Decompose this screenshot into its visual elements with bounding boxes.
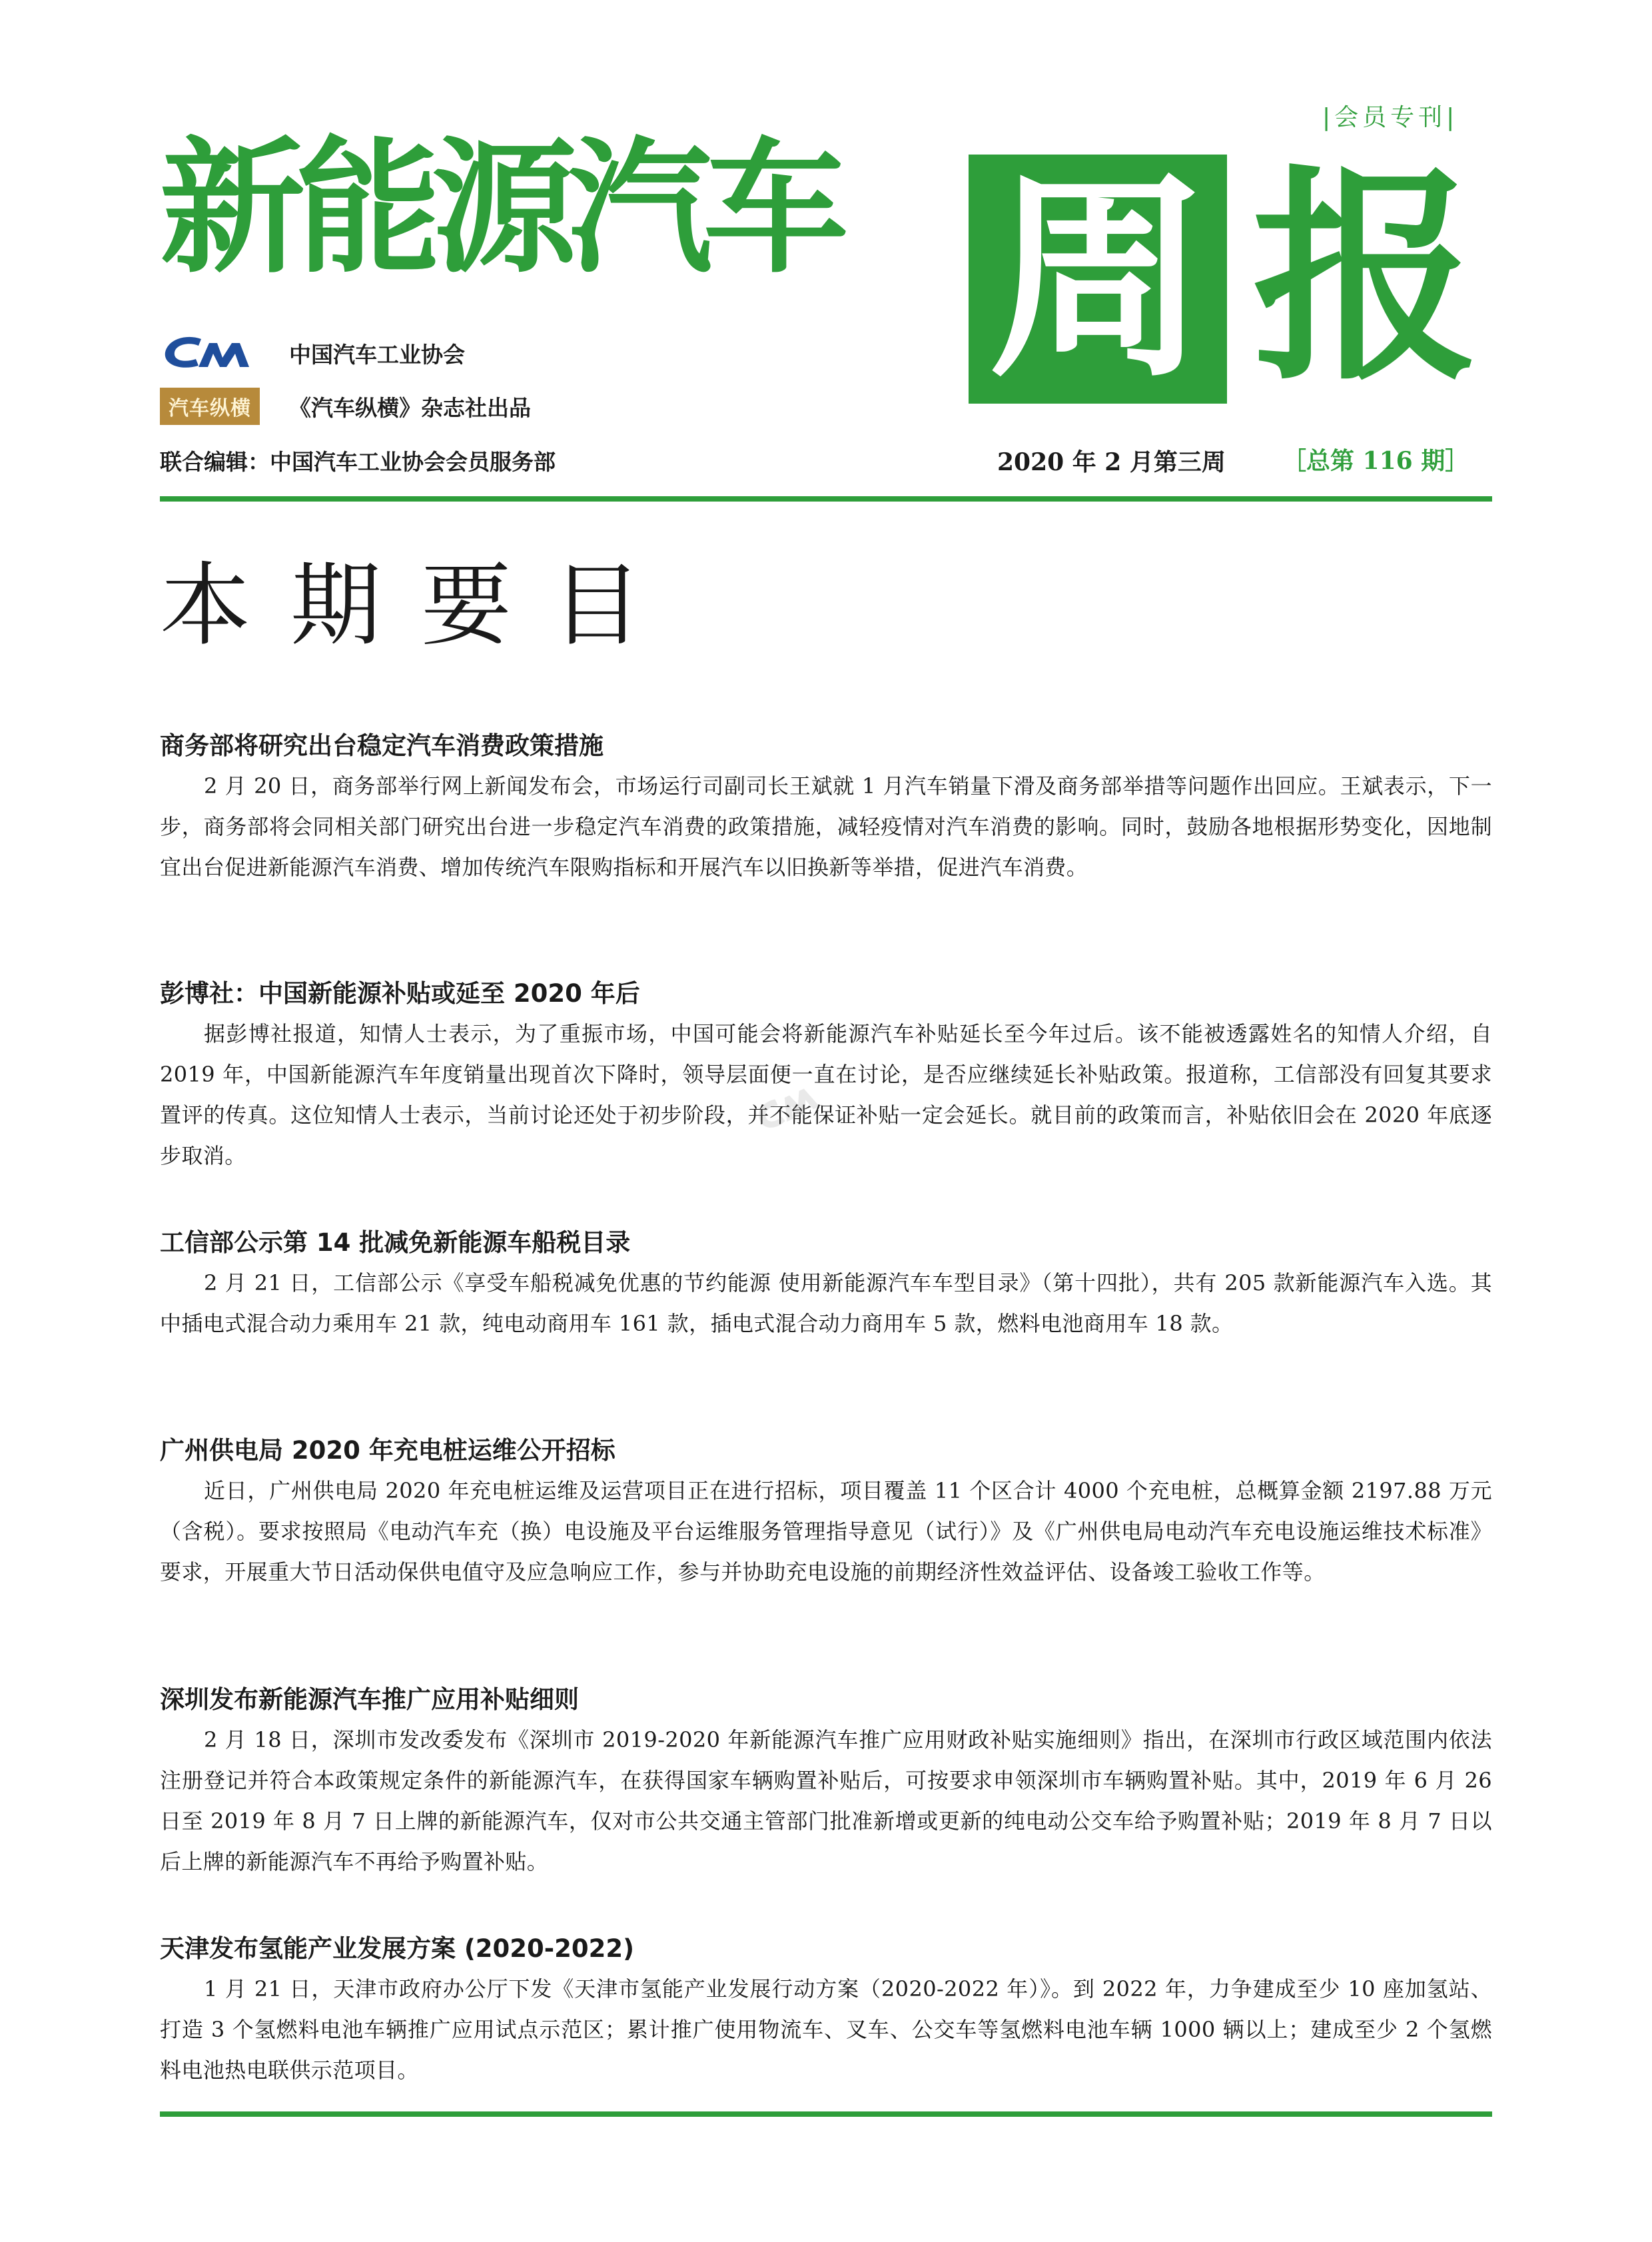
article-body: 据彭博社报道，知情人士表示，为了重振市场，中国可能会将新能源汽车补贴延长至今年过后。该不能被透露姓名的知情人介绍，自 2019 年，中国新能源汽车年度销量出现首次下降时，领导层面便一直在讨论，是否应继续延长补贴政策。报道称，工信部没有回复其要求置评的传真。这位知情人士表示，当前讨论还处于初步阶段，并不能保证补贴一定会延长。就目前的政策而言，补贴依旧会在 2020 年底逐步取消。 — [160, 1021, 1492, 1168]
publisher-auto-review: 《汽车纵横》杂志社出品 — [289, 394, 531, 421]
article-3 — [160, 1223, 1492, 1344]
article-title: 工信部公示第 14 批减免新能源车船税目录 — [160, 1228, 631, 1257]
article-5 — [160, 1680, 1492, 1882]
article-body: 近日，广州供电局 2020 年充电桩运维及运营项目正在进行招标，项目覆盖 11 个区合计 4000 个充电桩，总概算金额 2197.88 万元（含税）。要求按照局《电动汽车充（换）电设施及平台运维服务管理指导意见（试行）》及《广州供电局电动汽车充电设施运维技术标准》要求，开展重大节日活动保供电值守及应急响应工作，参与并协助充电设施的前期经济性效益评估、设备竣工验收工作等。 — [160, 1478, 1492, 1585]
article-body: 2 月 20 日，商务部举行网上新闻发布会，市场运行司副司长王斌就 1 月汽车销量下滑及商务部举措等问题作出回应。王斌表示，下一步，商务部将会同相关部门研究出台进一步稳定汽车消费的政策措施，减轻疫情对汽车消费的影响。同时，鼓励各地根据形势变化，因地制宜出台促进新能源汽车消费、增加传统汽车限购指标和开展汽车以旧换新等举措，促进汽车消费。 — [160, 773, 1492, 880]
member-edition-tag: |会员专刊| — [1322, 104, 1459, 131]
article-body: 2 月 21 日，工信部公示《享受车船税减免优惠的节约能源 使用新能源汽车车型目录》（第十四批），共有 205 款新能源汽车入选。其中插电式混合动力乘用车 21 款，纯电动商用车 161 款，插电式混合动力商用车 5 款，燃料电池商用车 18 款。 — [160, 1270, 1492, 1336]
article-title: 商务部将研究出台稳定汽车消费政策措施 — [160, 731, 604, 760]
footer-divider — [160, 2111, 1492, 2117]
article-title: 深圳发布新能源汽车推广应用补贴细则 — [160, 1685, 579, 1714]
publisher-caam: 中国汽车工业协会 — [289, 341, 465, 368]
caam-logo-icon — [160, 330, 260, 376]
issue-date: 2020 年 2 月第三周 — [997, 448, 1226, 476]
auto-review-logo: 汽车纵横 — [160, 388, 260, 425]
weekly-title-char-zhou: 周 — [989, 151, 1208, 407]
article-body: 2 月 18 日，深圳市发改委发布《深圳市 2019-2020 年新能源汽车推广应用财政补贴实施细则》指出，在深圳市行政区域范围内依法注册登记并符合本政策规定条件的新能源汽车，在获得国家车辆购置补贴后，可按要求申领深圳市车辆购置补贴。其中，2019 年 6 月 26 日至 2019 年 8 月 7 日上牌的新能源汽车，仅对市公共交通主管部门批准新增或更新的纯电动公交车给予购置补贴；2019 年 8 月 7 日以后上牌的新能源汽车不再给予购置补贴。 — [160, 1727, 1492, 1874]
publisher-row-auto-review — [160, 386, 531, 426]
article-body: 1 月 21 日，天津市政府办公厅下发《天津市氢能产业发展行动方案（2020-2022 年）》。到 2022 年，力争建成至少 10 座加氢站、打造 3 个氢燃料电池车辆推广应用试点示范区；累计推广使用物流车、叉车、公交车等氢燃料电池车辆 1000 辆以上；建成至少 2 个氢燃料电池热电联供示范项目。 — [160, 1976, 1492, 2083]
article-2 — [160, 974, 1492, 1176]
issue-number: ［总第 116 期］ — [1282, 447, 1469, 475]
joint-editor-line: 联合编辑：中国汽车工业协会会员服务部 — [160, 449, 556, 475]
section-title: 本期要目 — [160, 554, 682, 659]
article-title: 广州供电局 2020 年充电桩运维公开招标 — [160, 1436, 616, 1465]
article-6 — [160, 1929, 1492, 2091]
article-title: 天津发布氢能产业发展方案 (2020-2022) — [160, 1934, 635, 1963]
article-title: 彭博社：中国新能源补贴或延至 2020 年后 — [160, 979, 640, 1008]
article-4 — [160, 1431, 1492, 1593]
header-divider — [160, 496, 1492, 502]
weekly-title-char-bao: 报 — [1252, 147, 1479, 411]
masthead-title: 新能源汽车 — [160, 125, 839, 293]
article-1 — [160, 726, 1492, 888]
publisher-row-caam — [160, 333, 465, 373]
